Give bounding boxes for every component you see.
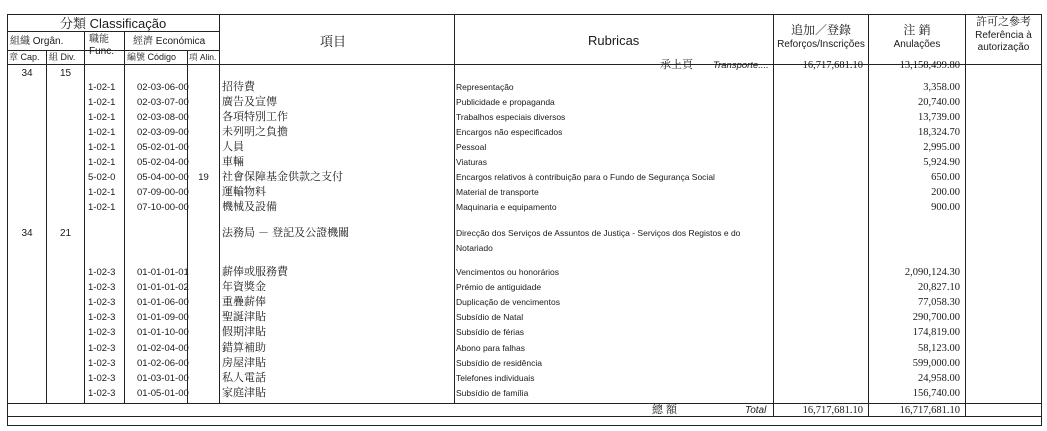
item-pt: Trabalhos especiais diversos xyxy=(456,112,566,122)
func-code: 1-02-3 xyxy=(88,343,116,354)
group-title-zh: 法務局 － 登記及公證機關 xyxy=(222,227,350,239)
item-pt: Subsídio de férias xyxy=(456,327,525,337)
transporte-anulacoes: 13,158,499.80 xyxy=(899,60,960,71)
header-reforcos-zh: 追加／登錄 xyxy=(790,23,851,37)
item-anulacoes: 77,058.30 xyxy=(918,297,960,308)
table-row xyxy=(0,310,1047,325)
item-pt: Subsídio de Natal xyxy=(456,312,524,322)
item-anulacoes: 24,958.00 xyxy=(918,373,960,384)
header-div: 組 Div. xyxy=(49,52,76,62)
item-zh: 運輸物料 xyxy=(222,186,266,198)
item-pt: Material de transporte xyxy=(456,187,539,197)
table-row xyxy=(0,80,1047,95)
func-code: 1-02-1 xyxy=(88,82,116,93)
transporte-label-zh: 承上頁 xyxy=(660,59,693,71)
item-zh: 社會保障基金供款之支付 xyxy=(222,171,343,183)
table-row xyxy=(0,140,1047,155)
table-row xyxy=(0,356,1047,371)
func-code: 1-02-3 xyxy=(88,358,116,369)
header-cap: 章 Cap. xyxy=(9,52,40,62)
func-code: 1-02-1 xyxy=(88,97,116,108)
group-title-pt-cont: Notariado xyxy=(456,243,493,253)
econ-code: 01-01-01-01 xyxy=(137,267,189,278)
func-code: 1-02-1 xyxy=(88,157,116,168)
econ-code: 01-01-10-00 xyxy=(137,327,189,338)
item-pt: Representação xyxy=(456,82,514,92)
item-anulacoes: 20,740.00 xyxy=(918,97,960,108)
econ-code: 05-04-00-00 xyxy=(137,172,189,183)
item-pt: Viaturas xyxy=(456,157,488,167)
econ-code: 01-01-09-00 xyxy=(137,312,189,323)
item-zh: 私人電話 xyxy=(222,372,266,384)
item-pt: Abono para falhas xyxy=(456,343,525,353)
item-anulacoes: 599,000.00 xyxy=(912,358,960,369)
func-code: 1-02-3 xyxy=(88,327,116,338)
alin-code: 19 xyxy=(198,172,209,183)
header-organica: 組織 Orgân. xyxy=(10,36,64,47)
econ-code: 01-05-01-00 xyxy=(137,388,189,399)
func-code: 1-02-3 xyxy=(88,373,116,384)
func-code: 1-02-3 xyxy=(88,312,116,323)
func-code: 1-02-1 xyxy=(88,187,116,198)
item-pt: Pessoal xyxy=(456,142,487,152)
func-code: 1-02-3 xyxy=(88,282,116,293)
item-zh: 未列明之負擔 xyxy=(222,126,288,138)
econ-code: 01-03-01-00 xyxy=(137,373,189,384)
econ-code: 02-03-07-00 xyxy=(137,97,189,108)
item-anulacoes: 174,819.00 xyxy=(912,327,960,338)
item-pt: Duplicação de vencimentos xyxy=(456,297,560,307)
transporte-label-pt: Transporte.... xyxy=(713,60,769,71)
group-header-row xyxy=(0,226,1047,241)
total-label-zh: 總 額 xyxy=(652,404,678,416)
econ-code: 01-02-06-00 xyxy=(137,358,189,369)
header-xiangmu: 項目 xyxy=(320,34,347,49)
table-row xyxy=(0,371,1047,386)
group-cap: 34 xyxy=(21,228,33,239)
item-anulacoes: 900.00 xyxy=(931,202,960,213)
group-cap: 34 xyxy=(21,68,33,79)
item-anulacoes: 20,827.10 xyxy=(918,282,960,293)
table-row xyxy=(0,125,1047,140)
transporte-reforcos: 16,717,681.10 xyxy=(802,60,863,71)
item-pt: Maquinaria e equipamento xyxy=(456,202,557,212)
table-row xyxy=(0,155,1047,170)
item-pt: Telefones individuais xyxy=(456,373,535,383)
table-row xyxy=(0,185,1047,200)
item-anulacoes: 200.00 xyxy=(931,187,960,198)
item-anulacoes: 58,123.00 xyxy=(918,343,960,354)
item-zh: 假期津貼 xyxy=(222,326,266,338)
item-anulacoes: 3,358.00 xyxy=(923,82,960,93)
table-row xyxy=(0,325,1047,340)
item-zh: 薪俸或服務費 xyxy=(222,266,288,278)
table-row xyxy=(0,170,1047,185)
table-row xyxy=(0,295,1047,310)
item-anulacoes: 650.00 xyxy=(931,172,960,183)
group-header-row-cont xyxy=(0,241,1047,256)
func-code: 1-02-3 xyxy=(88,267,116,278)
econ-code: 05-02-01-00 xyxy=(137,142,189,153)
table-row xyxy=(0,200,1047,215)
item-anulacoes: 290,700.00 xyxy=(912,312,960,323)
header-ref-zh: 許可之參考 xyxy=(976,16,1031,28)
header-funcional: 職能 Func. xyxy=(89,34,115,57)
group-div: 15 xyxy=(59,68,72,79)
item-anulacoes: 5,924.90 xyxy=(923,157,960,168)
table-row xyxy=(0,110,1047,125)
item-pt: Encargos relativos à contribuição para o Fundo de Segurança Social xyxy=(456,172,715,182)
func-code: 1-02-1 xyxy=(88,127,116,138)
econ-code: 02-03-09-00 xyxy=(137,127,189,138)
table-row xyxy=(0,265,1047,280)
table-row xyxy=(0,280,1047,295)
item-zh: 人員 xyxy=(222,141,244,153)
total-row xyxy=(0,403,1047,418)
econ-code: 05-02-04-00 xyxy=(137,157,189,168)
item-anulacoes: 2,995.00 xyxy=(923,142,960,153)
item-zh: 錯算補助 xyxy=(222,342,266,354)
item-anulacoes: 156,740.00 xyxy=(912,388,960,399)
func-code: 1-02-3 xyxy=(88,388,116,399)
item-pt: Encargos não especificados xyxy=(456,127,563,137)
item-zh: 招待費 xyxy=(222,81,255,93)
group-header-row xyxy=(0,66,1047,81)
header-alin: 項 Alin. xyxy=(189,52,217,62)
func-code: 1-02-1 xyxy=(88,112,116,123)
table-row xyxy=(0,386,1047,401)
total-anulacoes: 16,717,681.10 xyxy=(899,405,960,416)
econ-code: 01-01-01-02 xyxy=(137,282,189,293)
func-code: 1-02-3 xyxy=(88,297,116,308)
total-reforcos: 16,717,681.10 xyxy=(802,405,863,416)
header-reforcos-pt: Reforços/Inscrições xyxy=(777,39,865,50)
item-zh: 廣告及宣傳 xyxy=(222,96,277,108)
table-row xyxy=(0,341,1047,356)
item-zh: 車輛 xyxy=(222,156,244,168)
item-anulacoes: 2,090,124.30 xyxy=(904,267,960,278)
item-zh: 機械及設備 xyxy=(222,201,277,213)
header-anulacoes-pt: Anulações xyxy=(893,39,941,50)
item-pt: Prémio de antiguidade xyxy=(456,282,542,292)
item-zh: 各項特別工作 xyxy=(222,111,288,123)
header-codigo: 編號 Código xyxy=(127,52,177,62)
econ-code: 01-02-04-00 xyxy=(137,343,189,354)
item-anulacoes: 13,739.00 xyxy=(918,112,960,123)
item-zh: 房屋津貼 xyxy=(222,357,266,369)
table-row xyxy=(0,95,1047,110)
group-div: 21 xyxy=(59,228,72,239)
func-code: 1-02-1 xyxy=(88,202,116,213)
econ-code: 02-03-08-00 xyxy=(137,112,189,123)
item-pt: Subsídio de família xyxy=(456,388,529,398)
econ-code: 01-01-06-00 xyxy=(137,297,189,308)
item-pt: Vencimentos ou honorários xyxy=(456,267,560,277)
header-economica: 經濟 Económica xyxy=(133,36,206,47)
item-zh: 聖誕津貼 xyxy=(222,311,266,323)
econ-code: 07-09-00-00 xyxy=(137,187,189,198)
item-zh: 家庭津貼 xyxy=(222,387,266,399)
func-code: 1-02-1 xyxy=(88,142,116,153)
func-code: 5-02-0 xyxy=(88,172,116,183)
item-zh: 重疊薪俸 xyxy=(222,296,266,308)
header-ref-pt1: Referência à xyxy=(975,30,1032,41)
item-zh: 年資獎金 xyxy=(222,281,266,293)
group-title-pt: Direcção dos Serviços de Assuntos de Justiça - Serviços dos Registos e do xyxy=(456,228,741,238)
econ-code: 07-10-00-00 xyxy=(137,202,189,213)
item-pt: Publicidade e propaganda xyxy=(456,97,555,107)
header-anulacoes-zh: 注 銷 xyxy=(903,23,931,37)
item-pt: Subsídio de residência xyxy=(456,358,543,368)
item-anulacoes: 18,324.70 xyxy=(918,127,960,138)
header-classificacao: 分類 Classificação xyxy=(60,16,167,31)
header-ref-pt2: autorização xyxy=(977,42,1030,53)
header-rubricas: Rubricas xyxy=(588,33,640,48)
total-label-pt: Total xyxy=(745,405,767,416)
econ-code: 02-03-06-00 xyxy=(137,82,189,93)
